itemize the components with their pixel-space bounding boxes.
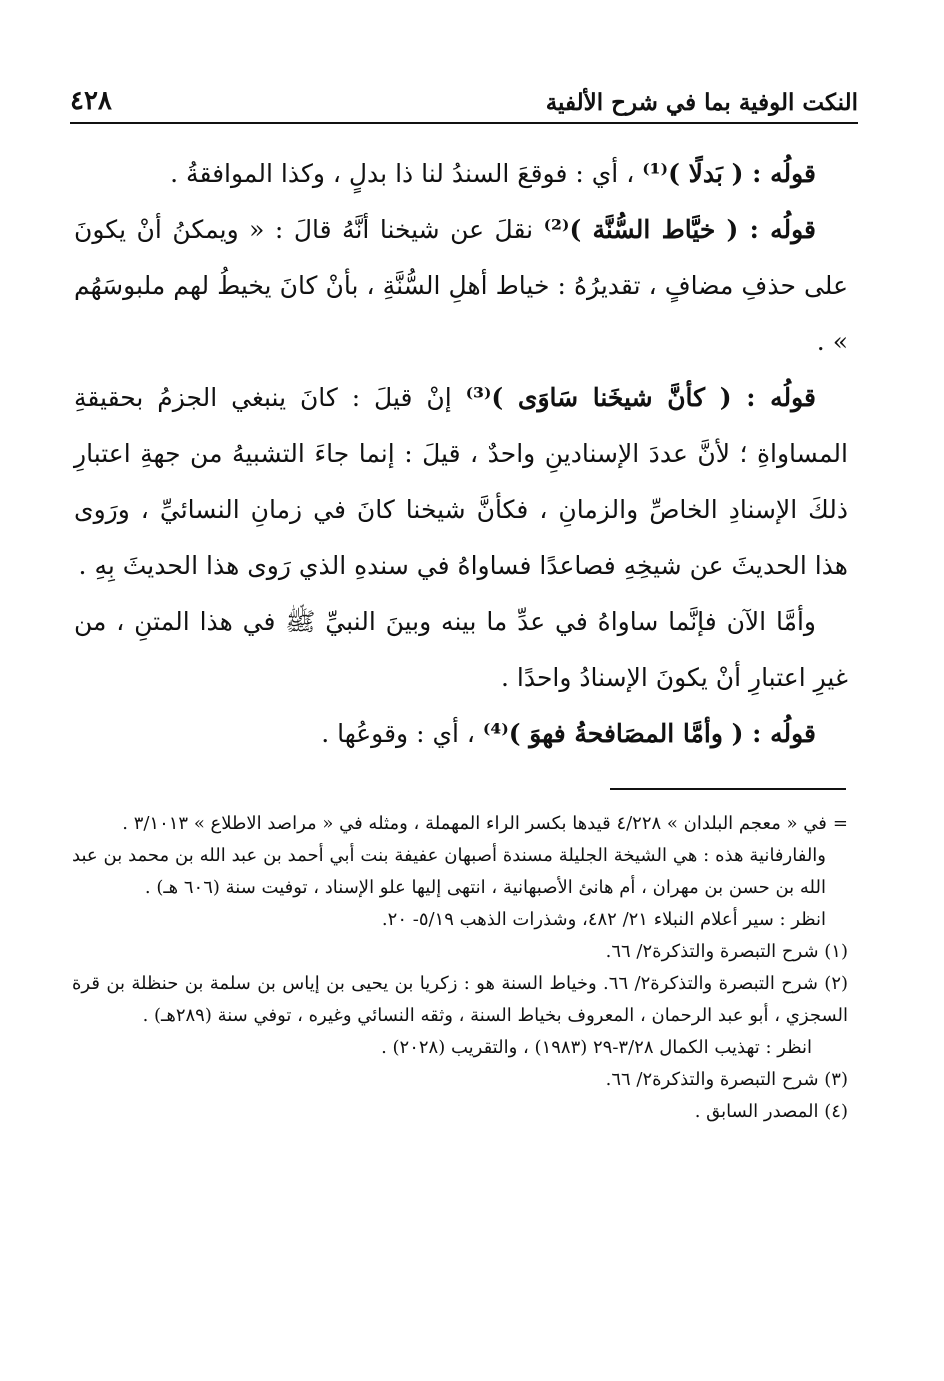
footnote-text: في « معجم البلدان » ٤/٢٢٨ قيدها بكسر الراء المهملة ، ومثله في « مراصد الاطلاع » ٣/١٠١٣ . [122,813,827,834]
paragraph-text: إنْ قيلَ : كانَ ينبغي الجزمُ بحقيقةِ المساواةِ ؛ لأنَّ عددَ الإسنادينِ واحدٌ ، قيلَ : إنما جاءَ التشبيهُ من جهةِ اعتبارِ ذلكَ الإسنادِ الخاصِّ والزمانِ ، فكأنَّ شيخنا كانَ في زمانِ النسائيِّ ، ورَوى هذا الحديثَ عن شيخِهِ فصاعدًا فساواهُ في سندهِ الذي رَوى هذا الحديثَ بِهِ . [74,383,848,580]
footnote-2-reference: انظر : تهذيب الكمال ٣/٢٨-٢٩ (١٩٨٣) ، والتقريب (٢٠٢٨) . [381,1037,812,1058]
running-header [70,78,858,124]
paragraph-2 [74,202,848,370]
paragraph-1 [74,146,848,202]
paragraph-text: وأمَّا الآن فإنَّما ساواهُ في عدِّ ما بينه وبينَ النبيِّ ﷺ في هذا المتنِ ، من غيرِ اعتبارِ أنْ يكونَ الإسنادُ واحدًا . [74,607,848,692]
footnote-4: (٤) المصدر السابق . [694,1101,848,1122]
footnote-text: والفارفانية هذه : هي الشيخة الجليلة مسندة أصبهان عفيفة بنت أبي أحمد بن عبد الله بن محمد بن عبد الله بن حسن بن مهران ، أم هانئ الأصبهانية ، انتهى إليها علو الإسناد ، توفيت سنة (٦٠٦ هـ) . [72,845,826,898]
footnotes [72,808,848,1128]
book-title: النكت الوفية بما في شرح الألفية [545,89,858,116]
quote-lead: قولُه : ( كأنَّ شيخَنا سَاوَى )⁽³⁾ [465,383,816,412]
footnote-2: (٢) شرح التبصرة والتذكرة٢/ ٦٦. وخياط السنة هو : زكريا بن يحيى بن إياس بن سلمة بن حنظلة بن قرة السجزي ، أبو عبد الرحمان ، المعروف بخياط السنة ، وثقه النسائي وغيره ، توفي سنة (٢٨٩هـ) . [72,973,849,1026]
footnote-1: (١) شرح التبصرة والتذكرة٢/ ٦٦. [605,941,848,962]
footnote-text: انظر : سير أعلام النبلاء ٢١/ ٤٨٢، وشذرات الذهب ٥/١٩- ٢٠. [381,909,826,930]
paragraph-text: ، أي : وقوعُها . [321,719,483,748]
main-text [74,146,848,762]
paragraph-4 [74,594,848,706]
quote-lead: قولُه : ( بَدلًا )⁽¹⁾ [642,159,816,188]
paragraph-3 [74,370,848,594]
footnote-separator [610,788,846,790]
footnote-continuation [72,808,848,840]
footnote-3: (٣) شرح التبصرة والتذكرة٢/ ٦٦. [605,1069,848,1090]
quote-lead: قولُه : ( وأمَّا المصَافحةُ فهوَ )⁽⁴⁾ [482,719,816,748]
paragraph-text: نقلَ عن شيخنا أنَّهُ قالَ : « ويمكنُ أنْ يكونَ على حذفِ مضافٍ ، تقديرُهُ : خياط أهلِ السُّنَّةِ ، بأنْ كانَ يخيطُ لهم ملبوسَهُم » . [74,215,848,356]
quote-lead: قولُه : ( خيَّاط السُّنَّة )⁽²⁾ [543,215,816,244]
continuation-mark: = [832,813,848,834]
page-number: ٤٢٨ [70,86,112,116]
paragraph-5 [74,706,848,762]
paragraph-text: ، أي : فوقعَ السندُ لنا ذا بدلٍ ، وكذا الموافقةُ . [170,159,643,188]
